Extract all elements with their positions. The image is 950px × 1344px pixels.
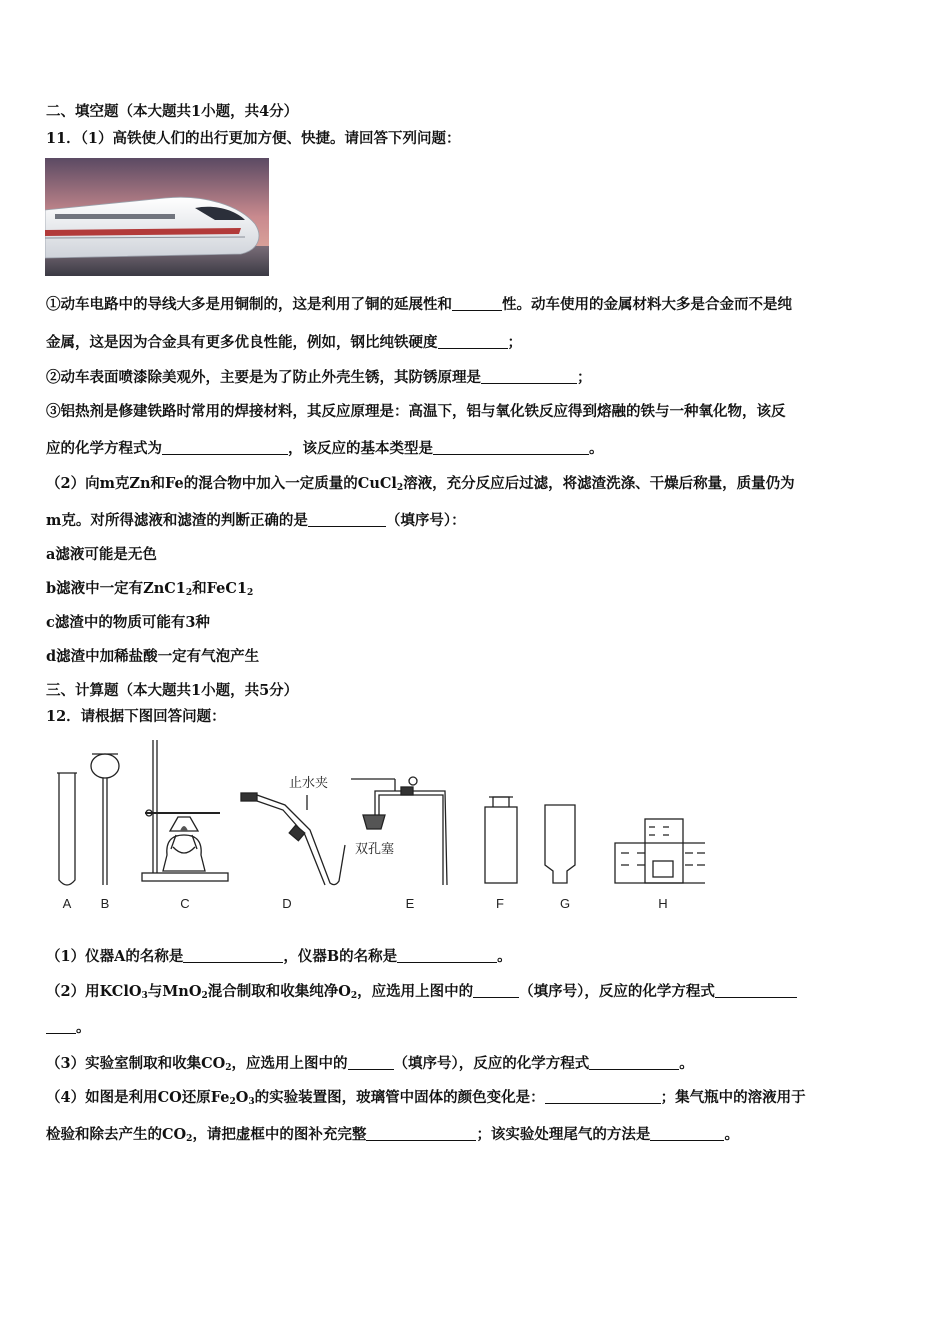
funnel-icon (91, 754, 119, 885)
text: ；集气瓶中的溶液用于 (660, 1089, 806, 1106)
label-g: G (559, 896, 571, 911)
text: ，应选用上图中的 (231, 1055, 348, 1072)
water-trough-icon (615, 819, 705, 883)
subscript: 2 (229, 1097, 236, 1107)
q12-s1 (46, 948, 512, 966)
text: 溶液，充分反应后过滤，将滤渣洗涤、干燥后称量，质量仍为 (403, 475, 795, 492)
text: ，应选用上图中的 (357, 983, 474, 1000)
option-d: d滤渣中加稀盐酸一定有气泡产生 (46, 648, 260, 665)
text: （1）仪器A的名称是 (46, 948, 184, 965)
text: （2）用KClO (46, 983, 142, 1000)
answer-blank-10-cont[interactable] (46, 1019, 76, 1034)
text: 混合制取和收集纯净O (207, 983, 351, 1000)
label-d: D (282, 896, 292, 911)
subscript: 2 (350, 991, 358, 1001)
text: m克。对所得滤液和滤渣的判断正确的是 (46, 512, 308, 529)
answer-blank-6[interactable] (308, 512, 386, 527)
subscript: 2 (185, 588, 193, 598)
label-stopper: 双孔塞 (355, 842, 395, 857)
text: （3）实验室制取和收集CO (46, 1055, 226, 1072)
text: ①动车电路中的导线大多是用铜制的，这是利用了铜的延展性和 (46, 296, 452, 313)
section2-header: 二、填空题（本大题共1小题，共4分） (46, 103, 299, 120)
answer-blank-11[interactable] (348, 1055, 394, 1070)
label-e: E (405, 896, 415, 911)
answer-blank-8[interactable] (397, 948, 497, 963)
subscript: 2 (201, 991, 208, 1001)
answer-blank-9[interactable] (473, 983, 519, 998)
subscript: 2 (225, 1063, 232, 1073)
q12-s2-line1 (46, 983, 797, 1001)
iron-stand-icon (142, 740, 228, 881)
option-c: c滤渣中的物质可能有3种 (46, 614, 210, 631)
text: 金属，这是因为合金具有更多优良性能，例如，钢比纯铁硬度 (46, 334, 438, 351)
text: （填序号），反应的化学方程式 (393, 1055, 590, 1072)
q11-part2-line1 (46, 475, 795, 493)
apparatus-figure (45, 735, 705, 920)
bent-tube-icon (241, 793, 345, 885)
answer-blank-7[interactable] (183, 948, 283, 963)
label-h: H (658, 896, 668, 911)
text: 性。动车使用的金属材料大多是合金而不是纯 (502, 296, 792, 313)
text: 和FeC1 (192, 580, 248, 597)
answer-blank-10[interactable] (715, 983, 797, 998)
text: （2）向m克Zn和Fe的混合物中加入一定质量的CuCl (46, 475, 397, 492)
text: ； (507, 334, 522, 351)
two-hole-stopper-icon (351, 777, 447, 885)
answer-blank-12[interactable] (589, 1055, 679, 1070)
text: 检验和除去产生的CO (46, 1126, 187, 1143)
text: ②动车表面喷漆除美观外，主要是为了防止外壳生锈，其防锈原理是 (46, 369, 481, 386)
text: 。 (76, 1019, 91, 1036)
answer-blank-13[interactable] (545, 1089, 661, 1104)
text: 与MnO (147, 983, 202, 1000)
section3-header: 三、计算题（本大题共1小题，共5分） (46, 682, 299, 699)
subscript: 2 (186, 1134, 193, 1144)
q12-s4-line2 (46, 1126, 739, 1144)
subscript: 2 (396, 483, 404, 493)
test-tube-icon (57, 773, 77, 885)
text: b滤液中一定有ZnC1 (46, 580, 186, 597)
label-clamp: 止水夹 (289, 776, 329, 791)
answer-blank-3[interactable] (481, 369, 577, 384)
answer-blank-2[interactable] (438, 334, 508, 349)
q12-s4-line1 (46, 1089, 806, 1107)
text: 。 (679, 1055, 694, 1072)
label-c: C (180, 896, 190, 911)
q11-p3-line2 (46, 440, 604, 458)
answer-blank-15[interactable] (650, 1126, 724, 1141)
label-a: A (62, 896, 72, 911)
option-a: a滤液可能是无色 (46, 546, 157, 563)
subscript: 2 (247, 588, 254, 598)
q11-p3-line1: ③铝热剂是修建铁路时常用的焊接材料，其反应原理是：高温下，铝与氧化铁反应得到熔融的铁与一种氧化物，该反 (46, 403, 786, 420)
text: O (235, 1089, 249, 1106)
answer-blank-1[interactable] (452, 296, 502, 311)
q11-p1-line1 (46, 296, 792, 314)
q12-stem: 12．请根据下图回答问题： (46, 708, 226, 725)
answer-blank-14[interactable] (366, 1126, 476, 1141)
q11-p1-line2 (46, 334, 522, 352)
text: （填序号），反应的化学方程式 (519, 983, 715, 1000)
q11-p2 (46, 369, 592, 387)
text: （填序号）： (385, 512, 466, 529)
text: ，请把虚框中的图补充完整 (192, 1126, 367, 1143)
text: 应的化学方程式为 (46, 440, 162, 457)
q11-part2-line2 (46, 512, 466, 530)
text: （4）如图是利用CO还原Fe (46, 1089, 230, 1106)
text: ；该实验处理尾气的方法是 (476, 1126, 651, 1143)
answer-blank-4[interactable] (162, 440, 288, 455)
option-b (46, 580, 253, 598)
text: ； (577, 369, 592, 386)
train-image (45, 158, 269, 276)
q12-s2-line2 (46, 1019, 91, 1037)
subscript: 3 (248, 1097, 255, 1107)
text: 。 (724, 1126, 739, 1143)
label-f: F (496, 896, 504, 911)
gas-jar-icon (545, 805, 575, 883)
text: 。 (497, 948, 512, 965)
text: ，该反应的基本类型是 (288, 440, 433, 457)
subscript: 3 (141, 991, 148, 1001)
q12-s3 (46, 1055, 694, 1073)
answer-blank-5[interactable] (433, 440, 589, 455)
text: 的实验装置图，玻璃管中固体的颜色变化是： (254, 1089, 545, 1106)
bottle-icon (485, 797, 517, 883)
text: 。 (589, 440, 604, 457)
label-b: B (100, 896, 110, 911)
q11-stem: 11．（1）高铁使人们的出行更加方便、快捷。请回答下列问题： (46, 130, 461, 147)
text: ，仪器B的名称是 (283, 948, 398, 965)
